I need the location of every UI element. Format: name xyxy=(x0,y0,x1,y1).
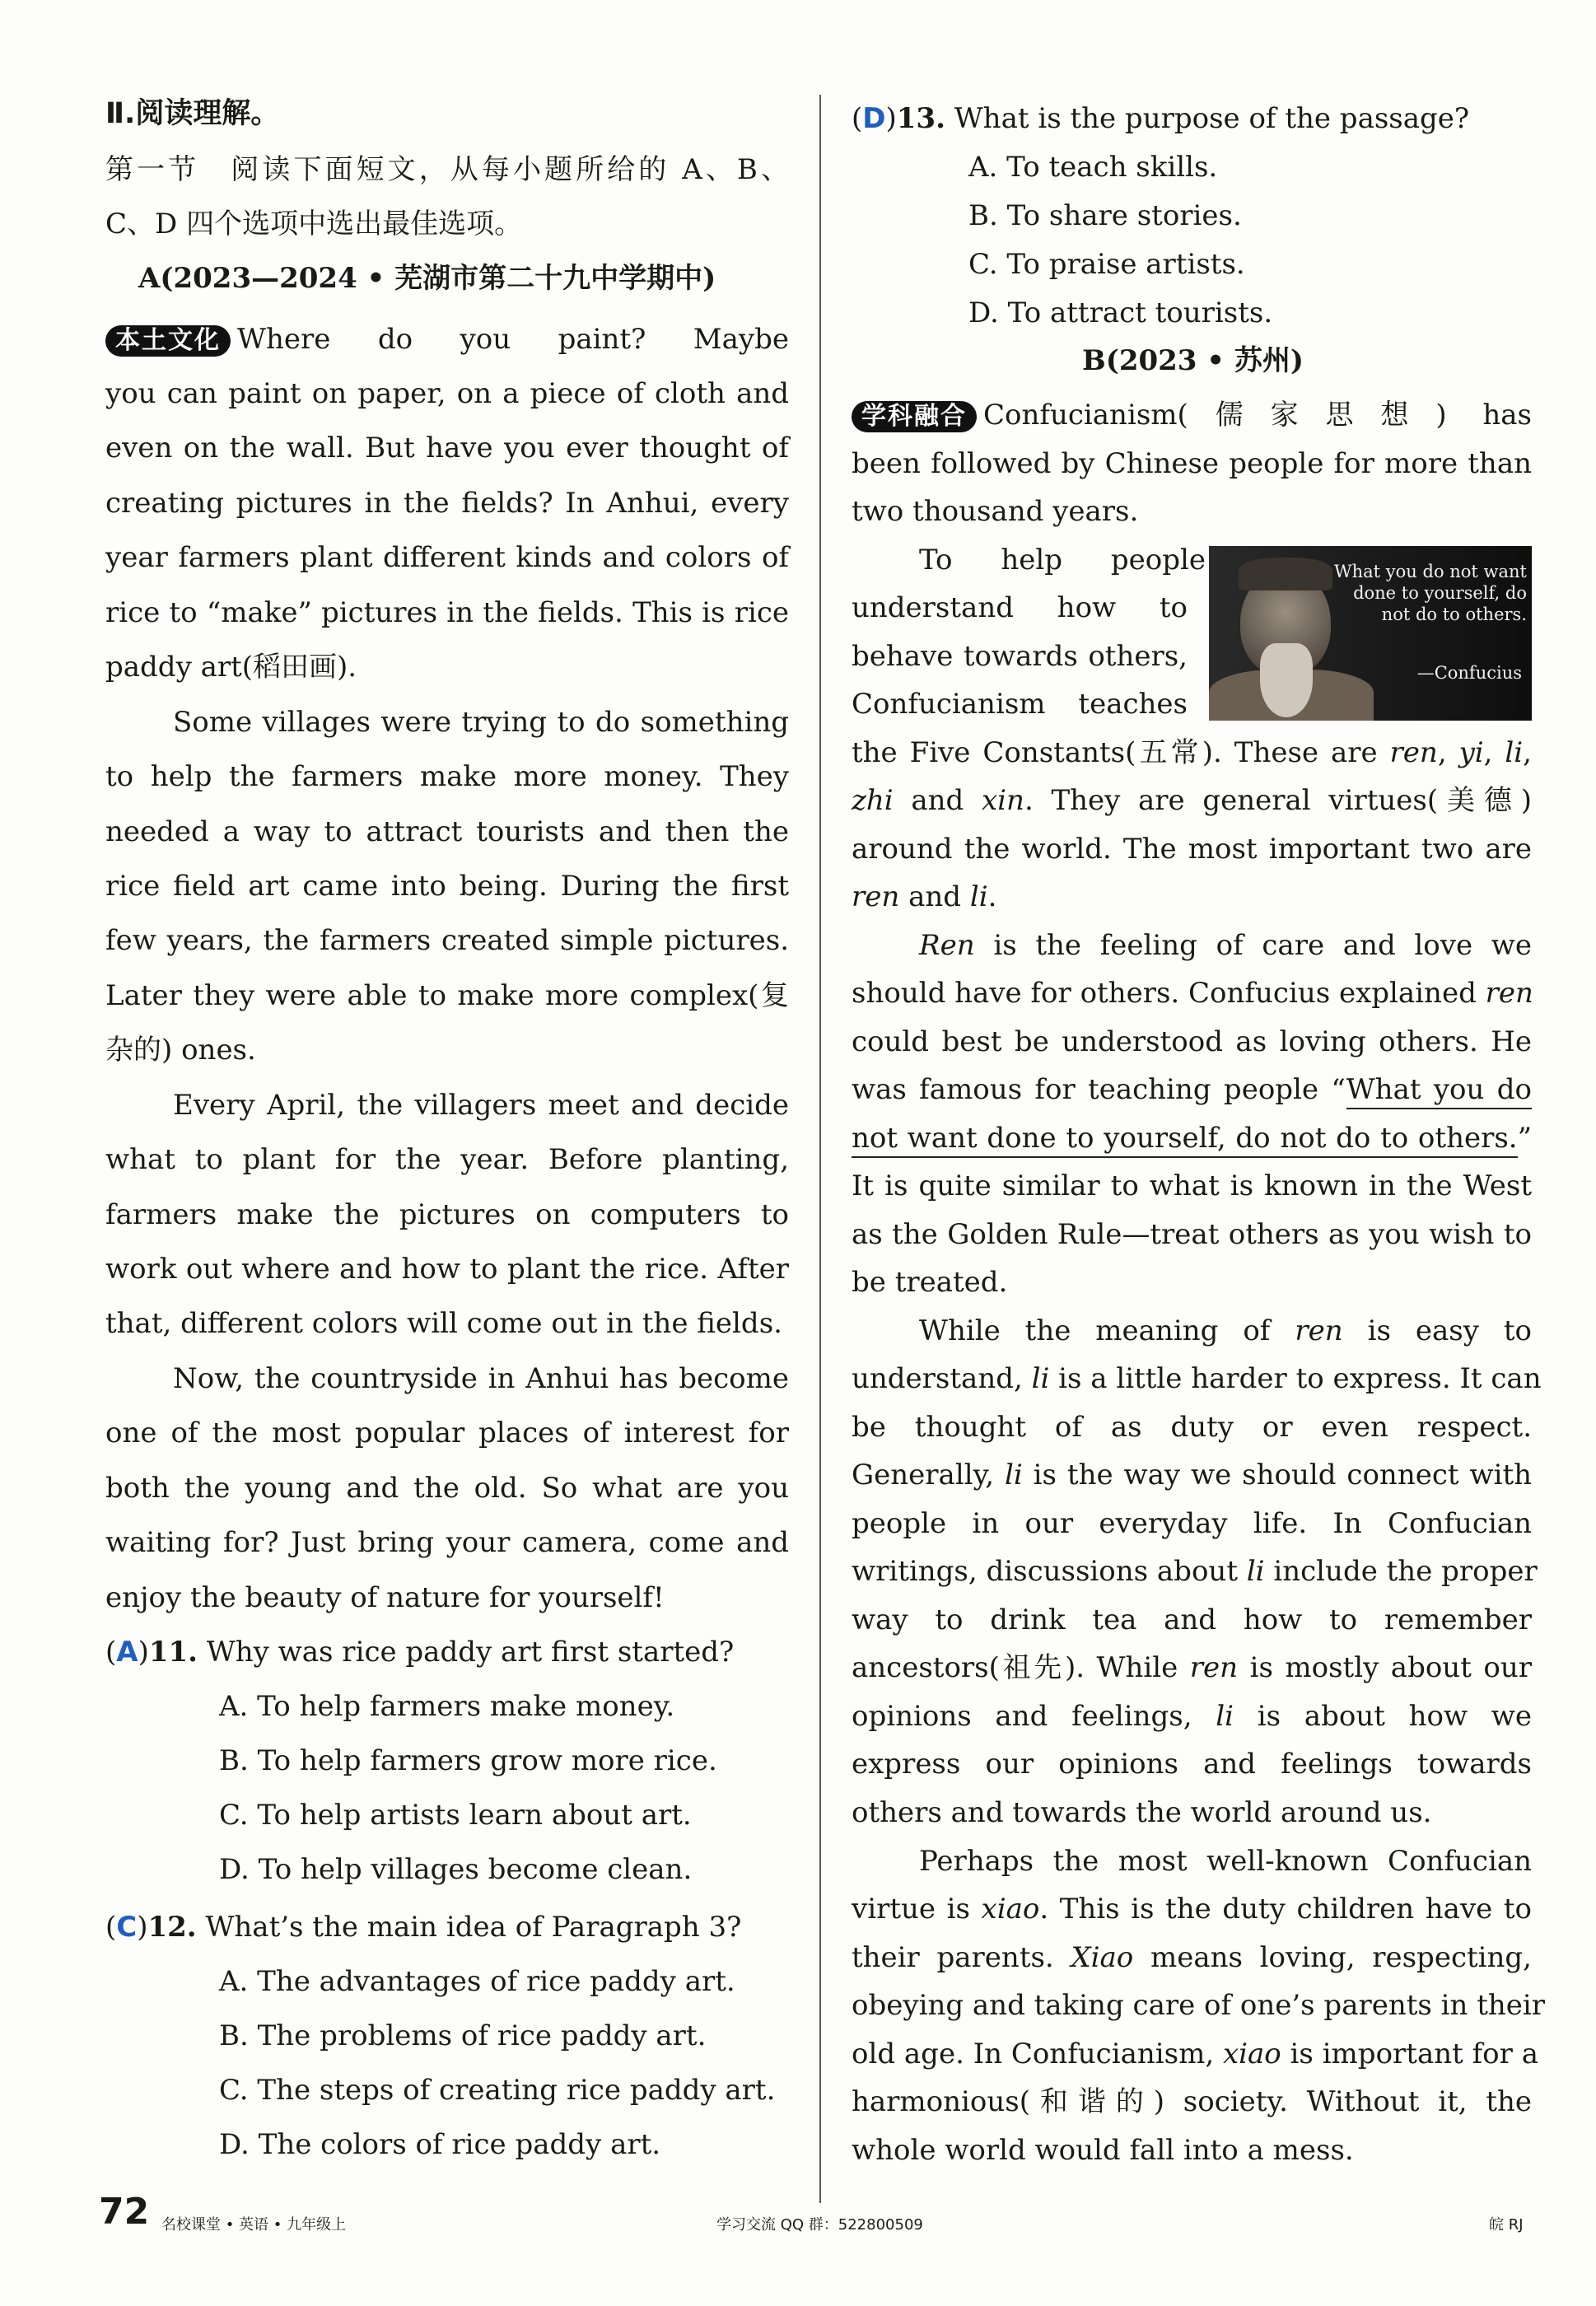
answer-option: D. To attract tourists. xyxy=(968,296,1273,329)
passage-a-line: few years, the farmers created simple pictures. xyxy=(105,924,789,957)
passage-a-line: what to plant for the year. Before planting, xyxy=(105,1143,789,1176)
local-culture-tag: 本土文化 xyxy=(105,325,231,357)
page-number: 72 xyxy=(99,2191,150,2233)
passage-a-line: rice to “make” pictures in the fields. This is rice xyxy=(105,596,789,629)
answer-option: C. The steps of creating rice paddy art. xyxy=(219,2074,776,2107)
passage-a-line: creating pictures in the fields? In Anhui, every xyxy=(105,487,789,520)
section-instruction: 第一节 阅读下面短文，从每小题所给的 A、B、 xyxy=(105,153,789,186)
confucius-photo xyxy=(1209,546,1532,721)
answer-option: B. To help farmers grow more rice. xyxy=(219,1744,717,1777)
passage-b-line: It is quite similar to what is known in the West xyxy=(852,1169,1532,1202)
passage-a-line: Every April, the villagers meet and decide xyxy=(173,1089,789,1122)
passage-b-line: 学科融合 Confucianism(儒家思想) has xyxy=(852,399,1532,432)
answer-option: A. The advantages of rice paddy art. xyxy=(219,1965,735,1998)
passage-b-line: understand how to xyxy=(852,591,1188,624)
passage-b-line: the Five Constants(五常). These are ren, yi, li, xyxy=(852,736,1532,769)
passage-a-line: work out where and how to plant the rice. After xyxy=(105,1253,789,1286)
passage-b-line: Generally, li is the way we should connect with xyxy=(852,1459,1532,1491)
passage-b-line: be thought of as duty or even respect. xyxy=(852,1411,1532,1444)
answer-mark: C xyxy=(116,1911,138,1944)
photo-attribution: —Confucius xyxy=(1416,663,1522,683)
passage-b-line: behave towards others, xyxy=(852,640,1188,673)
passage-b-line: virtue is xiao. This is the duty children have to xyxy=(852,1893,1532,1926)
passage-b-line: Ren is the feeling of care and love we xyxy=(919,929,1532,962)
passage-b-line: should have for others. Confucius explained ren xyxy=(852,977,1533,1010)
answer-option: C. To praise artists. xyxy=(968,248,1245,281)
passage-b-line: two thousand years. xyxy=(852,495,1139,528)
passage-b-line: people in our everyday life. In Confucian xyxy=(852,1507,1532,1540)
section-title: Ⅱ.阅读理解。 xyxy=(105,97,280,130)
passage-b-line: Confucianism teaches xyxy=(852,688,1188,721)
passage-b-line: been followed by Chinese people for more than xyxy=(852,447,1532,480)
passage-b-line: as the Golden Rule—treat others as you wish to xyxy=(852,1218,1532,1251)
passage-a-line: waiting for? Just bring your camera, come and xyxy=(105,1526,789,1559)
passage-a-line: paddy art(稻田画). xyxy=(105,651,357,684)
passage-b-line: Perhaps the most well-known Confucian xyxy=(919,1845,1532,1878)
passage-b-line: While the meaning of ren is easy to xyxy=(919,1314,1532,1347)
answer-option: A. To help farmers make money. xyxy=(219,1690,675,1723)
answer-option: C. To help artists learn about art. xyxy=(219,1799,692,1832)
answer-option: B. The problems of rice paddy art. xyxy=(219,2019,707,2052)
answer-option: D. The colors of rice paddy art. xyxy=(219,2128,661,2161)
passage-b-line: was famous for teaching people “What you do xyxy=(852,1073,1532,1106)
passage-b-source: B(2023 • 苏州) xyxy=(1082,344,1304,377)
passage-a-line: you can paint on paper, on a piece of cloth and xyxy=(105,377,789,410)
answer-mark: D xyxy=(862,102,886,135)
section-instruction-cont: C、D 四个选项中选出最佳选项。 xyxy=(105,208,523,240)
photo-quote: What you do not want done to yourself, do not do to others. xyxy=(1334,562,1527,624)
passage-b-line: way to drink tea and how to remember xyxy=(852,1603,1532,1636)
passage-a-line: farmers make the pictures on computers to xyxy=(105,1198,789,1231)
passage-a-line: one of the most popular places of interest for xyxy=(105,1417,789,1449)
passage-a-line: both the young and the old. So what are you xyxy=(105,1472,789,1505)
passage-b-line: their parents. Xiao means loving, respecting, xyxy=(852,1941,1532,1974)
passage-a-line: 本土文化 Where do you paint? Maybe xyxy=(105,323,789,357)
passage-b-line: others and towards the world around us. xyxy=(852,1796,1432,1829)
passage-b-line: ren and li. xyxy=(852,880,997,913)
passage-a-line: to help the farmers make more money. They xyxy=(105,760,789,793)
passage-b-line: ancestors(祖先). While ren is mostly about our xyxy=(852,1651,1532,1684)
column-divider xyxy=(819,95,821,2203)
passage-a-line: Now, the countryside in Anhui has become xyxy=(173,1362,789,1395)
passage-b-line: obeying and taking care of one’s parents in their xyxy=(852,1989,1546,2022)
answer-option: B. To share stories. xyxy=(968,199,1242,232)
hat-shape xyxy=(1239,558,1332,591)
passage-a-line: 杂的) ones. xyxy=(105,1034,256,1067)
passage-b-line: To help people xyxy=(919,544,1206,576)
passage-b-line: could best be understood as loving others. He xyxy=(852,1025,1532,1058)
passage-a-line: needed a way to attract tourists and then the xyxy=(105,815,789,848)
passage-b-line: opinions and feelings, li is about how we xyxy=(852,1700,1533,1733)
passage-a-line: even on the wall. But have you ever thought of xyxy=(105,432,789,464)
passage-a-line: Some villages were trying to do something xyxy=(173,706,789,739)
passage-b-line: harmonious(和谐的) society. Without it, the xyxy=(852,2085,1532,2118)
golden-rule-underline: not want done to yourself, do not do to others. xyxy=(852,1122,1518,1158)
passage-b-line: whole world would fall into a mess. xyxy=(852,2134,1354,2167)
passage-a-line: rice field art came into being. During the first xyxy=(105,870,789,903)
subject-integration-tag: 学科融合 xyxy=(852,401,977,432)
passage-b-line: not want done to yourself, do not do to others.” xyxy=(852,1122,1532,1155)
question-stem: (C)12. What’s the main idea of Paragraph 3? xyxy=(105,1911,742,1944)
question-stem: (D)13. What is the purpose of the passage? xyxy=(852,102,1470,135)
passage-a-line: Later they were able to make more complex(复 xyxy=(105,979,789,1012)
answer-mark: A xyxy=(116,1636,138,1669)
answer-option: A. To teach skills. xyxy=(968,151,1218,184)
edition-label: 皖 RJ xyxy=(1489,2216,1524,2234)
question-stem: (A)11. Why was rice paddy art first started? xyxy=(105,1636,735,1669)
book-title: 名校课堂 • 英语 • 九年级上 xyxy=(161,2216,347,2234)
qq-group: 学习交流 QQ 群：522800509 xyxy=(716,2216,923,2234)
passage-b-line: understand, li is a little harder to express. It can xyxy=(852,1362,1542,1395)
passage-a-line: year farmers plant different kinds and colors of xyxy=(105,541,789,574)
passage-b-line: old age. In Confucianism, xiao is important for a xyxy=(852,2038,1538,2070)
passage-b-line: be treated. xyxy=(852,1266,1008,1299)
answer-option: D. To help villages become clean. xyxy=(219,1853,693,1886)
passage-b-line: writings, discussions about li include the proper xyxy=(852,1555,1538,1588)
passage-a-line: enjoy the beauty of nature for yourself! xyxy=(105,1581,665,1614)
passage-b-line: around the world. The most important two are xyxy=(852,833,1532,866)
passage-b-line: express our opinions and feelings towards xyxy=(852,1748,1532,1781)
passage-b-line: zhi and xin. They are general virtues(美德) xyxy=(852,784,1532,817)
beard-shape xyxy=(1260,643,1313,717)
passage-a-line: that, different colors will come out in the fields. xyxy=(105,1307,782,1340)
passage-a-source: A(2023—2024 • 芜湖市第二十九中学期中) xyxy=(138,262,716,295)
